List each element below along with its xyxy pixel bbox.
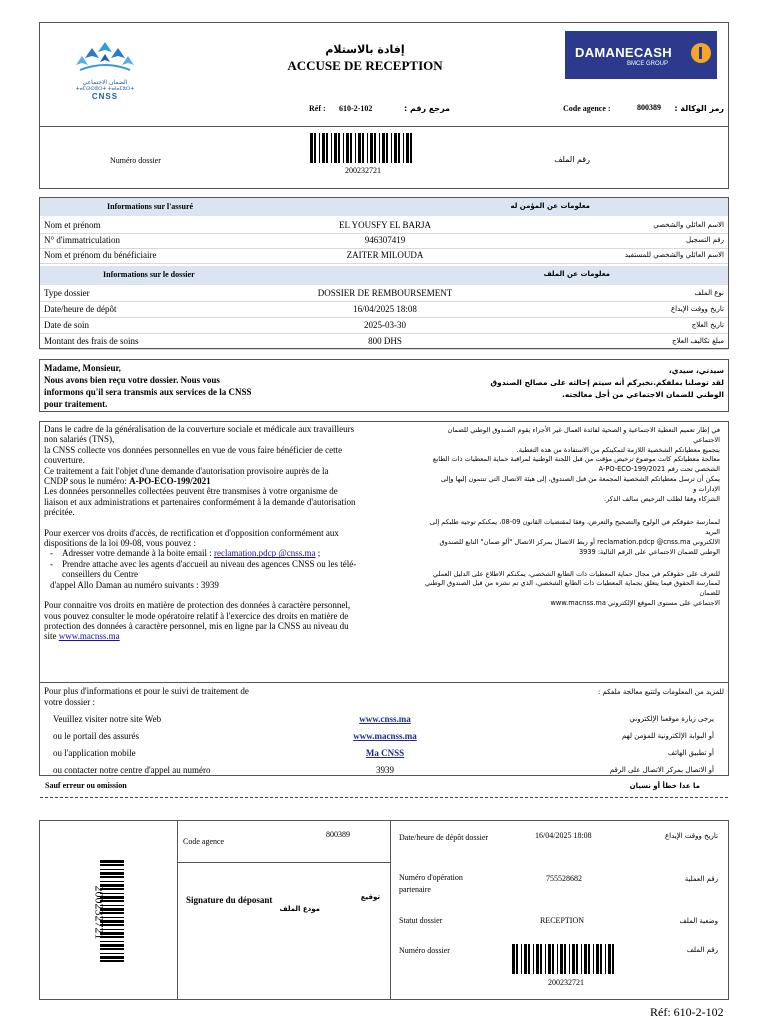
- cndp-number: A-PO-ECO-199/2021: [129, 476, 211, 487]
- ref-value: 610-2-102: [339, 104, 373, 113]
- contact-label: ou l'application mobile: [53, 748, 136, 758]
- dossier-info-header-fr: Informations sur le dossier: [103, 270, 195, 279]
- stub-box: [39, 820, 729, 1000]
- row-label-arabic: نوع الملف: [694, 289, 724, 297]
- cnss-logo: [72, 40, 138, 100]
- contact-label: ou contacter notre centre d'appel au numéro: [53, 765, 211, 775]
- text-line: vous pouvez consulter le mode opératoire relatif à l'exercice des droits en matière de: [44, 610, 349, 621]
- row-label-arabic: تاريخ ووقت الإيداع: [670, 305, 724, 313]
- row-label: Date/heure de dépôt: [44, 304, 117, 314]
- damanecash-sub: BMCE GROUP: [627, 61, 669, 67]
- title-arabic: إفادة بالاستلام: [325, 43, 405, 56]
- legal-bullet-1-prefix: Adresser votre demande à la boite email :: [62, 548, 214, 559]
- contact-label-arabic: أو الاتصال بمركز الاتصال على الرقم: [609, 766, 714, 774]
- row-value: DOSSIER DE REMBOURSEMENT: [317, 288, 453, 298]
- stub-num-label: Numéro dossier: [399, 946, 450, 955]
- footer-note-fr: Sauf erreur ou omission: [45, 781, 127, 790]
- ref-label: Réf :: [309, 104, 326, 113]
- message-ar-line-1: لقد توصلنا بملفكم.نخبركم أنه سيتم إحالته على مصالح الصندوق: [490, 378, 724, 387]
- stub-op-value: 755528682: [546, 874, 582, 883]
- contact-label: ou le portail des assurés: [53, 731, 139, 741]
- stub-num-value: 200232721: [548, 978, 584, 987]
- text-line: liaison et aux administrations et partenaires conformément à la demande d'autorisation: [44, 496, 356, 507]
- message-ar-line-2: الوطني للضمان الاجتماعي من أجل معالجته.: [562, 390, 724, 399]
- stub-op-label-ar: رقم العملية: [684, 875, 718, 883]
- legal-fr: [44, 424, 404, 642]
- stub-statut-label: Statut dossier: [399, 916, 443, 925]
- legal-bullet-1-suffix: ;: [315, 548, 321, 559]
- message-ar-greeting: سيدتي، سيدي،: [668, 366, 724, 375]
- row-value: 16/04/2025 18:08: [353, 304, 417, 314]
- row-label: Nom et prénom: [44, 220, 101, 230]
- barcode-gap: [412, 133, 415, 163]
- text-line: Dans le cadre de la généralisation de la couverture sociale et médicale aux travailleurs: [44, 424, 355, 434]
- stub-statut-value: RECEPTION: [540, 916, 584, 925]
- macnss-site-link[interactable]: www.macnss.ma: [58, 631, 120, 642]
- row-divider: [40, 248, 728, 249]
- legal-bullet-1: - Adresser votre demande à la boite email : reclamation.pdcp @cnss.ma ;: [50, 548, 321, 559]
- text-line: الاجتماعي: [693, 435, 720, 444]
- signature-label: Signature du déposant: [186, 895, 273, 905]
- contact-intro-fr-2: votre dossier :: [44, 697, 95, 707]
- legal-ar-paragraph-2: [400, 518, 720, 557]
- contact-link[interactable]: www.cnss.ma: [359, 714, 411, 724]
- signature-label-ar: توقيع: [360, 893, 380, 901]
- message-line-2: informons qu'il sera transmis aux services de la CNSS: [44, 387, 252, 397]
- text-line: لممارسة الحقوق فيما يتعلق بحماية المعطيات ذات الطابع الشخصي، الذي تم نشره من قبل الصندوق الوطني: [424, 579, 720, 588]
- damanecash-logo: [565, 31, 717, 79]
- stub-date-label: Date/heure de dépôt dossier: [399, 833, 489, 842]
- text-line: البريد: [705, 528, 720, 537]
- text-line: للضمان: [699, 589, 720, 598]
- message-ar: [440, 365, 724, 401]
- contact-label: Veuillez visiter notre site Web: [53, 714, 162, 724]
- message-fr: [44, 362, 304, 410]
- agency-label-arabic: رمز الوكالة :: [674, 104, 724, 113]
- signature-label-ar-2: مودع الملف: [279, 905, 320, 913]
- row-label: Date de soin: [44, 320, 89, 330]
- legal-ar-paragraph-1: [400, 426, 720, 504]
- text-line: الشخصي تحت رقم A-PO-ECO-199/2021: [598, 465, 720, 474]
- contact-value: 3939: [376, 765, 394, 775]
- dossier-info-header-ar: معلومات عن الملف: [543, 270, 610, 278]
- text-line: Pour exercer vos droits d'accès, de rectification et d'opposition conformément aux: [44, 527, 339, 538]
- row-value: EL YOUSFY EL BARJA: [339, 220, 431, 230]
- contact-intro-fr-1: Pour plus d'informations et pour le suivi de traitement de: [44, 686, 249, 696]
- text-line: Les données personnelles collectées peuvent être transmises à votre organisme de: [44, 486, 338, 497]
- row-divider: [40, 349, 728, 350]
- stub-divider-1: [177, 820, 178, 1000]
- bottom-ref: Réf: 610-2-102: [650, 1005, 724, 1019]
- footer-note-ar: ما عدا خطأ أو نسيان: [629, 782, 700, 790]
- legal-ar: [400, 426, 720, 609]
- stub-code-agence-value: 800389: [326, 830, 350, 839]
- legal-site-line: [44, 631, 404, 641]
- row-label-arabic: مبلغ تكاليف العلاج: [672, 337, 724, 345]
- barcode-gap: [100, 962, 124, 965]
- barcode-gap: [614, 944, 617, 974]
- text-line: يمكن أن ترسل معطياتكم الشخصية المجمعة من قبل الصندوق، إلى هيئة الاتصال التي تنتمون إليها وإلى: [440, 474, 720, 483]
- row-divider: [40, 317, 728, 318]
- assure-header-ar: معلومات عن المؤمن له: [510, 202, 590, 210]
- text-line: في إطار تعميم التغطية الاجتماعية و الصحية لفائدة العمال غير الأجراء يقوم الصندوق الوطني للضمان: [447, 426, 720, 434]
- contact-label-arabic: أو تطبيق الهاتف: [667, 749, 714, 757]
- row-divider: [40, 263, 728, 264]
- cnss-logo-arabic: الضمان الاجتماعي: [82, 79, 128, 86]
- stub-divider-2: [390, 820, 391, 1000]
- row-value: 800 DHS: [368, 336, 402, 346]
- legal-bullet-2: - Prendre attache avec les agents d'accueil au niveau des agences CNSS ou les télé-: [50, 558, 357, 569]
- row-value: ZAITER MILOUDA: [346, 250, 424, 260]
- legal-p2-line-2: [44, 476, 404, 486]
- legal-bullet-2-line-2: conseillers du Centre: [62, 569, 138, 580]
- legal-ar-paragraph-3: [400, 570, 720, 609]
- stub-statut-label-ar: وضعية الملف: [679, 917, 718, 925]
- text-line: couverture.: [44, 455, 85, 466]
- damanecash-coin-mark: [699, 47, 702, 59]
- stub-hline-1: [177, 862, 390, 863]
- contact-label-arabic: يرجى زيارة موقعنا الإلكتروني: [629, 715, 714, 723]
- reclamation-email-link[interactable]: reclamation.pdcp @cnss.ma: [213, 548, 316, 559]
- row-label: Nom et prénom du bénéficiaire: [44, 250, 157, 260]
- dossier-label: Numéro dossier: [110, 156, 161, 165]
- text-line: للتعرف على حقوقكم في مجال حماية المعطيات ذات الطابع الشخصي، يمكنكم الاطلاع على الدليل العملي: [432, 569, 720, 578]
- ref-label-arabic: مرجع رقم :: [403, 104, 450, 113]
- contact-label-arabic: أو البوابة الإلكترونية للمؤمن لهم: [622, 732, 714, 740]
- message-line-1: Nous avons bien reçu votre dossier. Nous vous: [44, 375, 220, 385]
- legal-paragraph-5: [44, 600, 404, 631]
- contact-intro-ar: للمزيد من المعلومات ولتتبع معالجة ملفكم :: [597, 688, 724, 696]
- contact-link[interactable]: www.macnss.ma: [353, 731, 417, 741]
- cnss-logo-text: CNSS: [91, 92, 119, 101]
- legal-p2-prefix: CNDP sous le numéro:: [44, 476, 130, 487]
- text-line: la CNSS collecte vos données personnelles en vue de vous faire bénéficier de cette: [44, 444, 343, 455]
- dossier-number: 200232721: [345, 166, 381, 175]
- row-label-arabic: الاسم العائلي والشخصي للمستفيد: [624, 251, 724, 259]
- text-line: الإدارات و: [693, 484, 720, 493]
- text-line: لممارسة حقوقكم في الولوج والتصحيح والتعرض، وفقا لمقتضيات القانون 09-08، يمكنكم توجيه طلبكم إلى: [429, 518, 720, 527]
- agency-label: Code agence :: [563, 104, 611, 113]
- legal-paragraph-1: [44, 424, 404, 466]
- row-label: N° d'immatriculation: [44, 235, 120, 245]
- message-line-3: pour traitement.: [44, 399, 108, 409]
- stub-barcode-number: 200232721: [92, 885, 107, 940]
- message-greeting: Madame, Monsieur,: [44, 363, 121, 373]
- text-line: الشركاء وفقا لطلب الترخيص سالف الذكر.: [603, 494, 720, 503]
- dossier-barcode: [310, 133, 420, 163]
- agency-value: 800389: [637, 103, 661, 112]
- stub-date-label-ar: تاريخ ووقت الإيداع: [664, 832, 718, 840]
- legal-p2-line-1: Ce traitement a fait l'objet d'une demande d'autorisation provisoire auprès de la: [44, 465, 329, 476]
- text-line: الالكتروني reclamation.pdcp @cnss.ma أو ربط الاتصال بمركز الاتصال "ألو ضمان" التابع للصندوق: [439, 537, 720, 546]
- dossier-label-arabic: رقم الملف: [554, 155, 590, 164]
- legal-paragraph-4: [44, 528, 404, 549]
- text-line: dispositions de la loi 09-08, vous pouvez :: [44, 538, 196, 549]
- page-title: ACCUSE DE RECEPTION: [287, 58, 443, 73]
- row-divider: [40, 301, 728, 302]
- row-divider: [40, 233, 728, 234]
- text-line: بتجميع معطياتكم الشخصية اللازمة لتمكينكم من الاستفادة من هذه التغطية.: [516, 445, 720, 454]
- row-label-arabic: تاريخ العلاج: [691, 321, 724, 329]
- row-value: 2025-03-30: [364, 320, 406, 330]
- text-line: معالجة معطياتكم كانت موضوع ترخيص مؤقت من قبل اللجنة الوطنية لمراقبة حماية المعطيات ذات الطابع: [432, 455, 720, 464]
- row-label-arabic: الاسم العائلي والشخصي: [653, 221, 724, 229]
- stub-code-agence-label: Code agence: [183, 837, 225, 846]
- contact-box: [39, 683, 729, 776]
- row-divider: [40, 333, 728, 334]
- stub-dossier-barcode: [512, 944, 624, 974]
- text-line: précitée.: [44, 507, 75, 518]
- legal-bullet-2-line-3: d'appel Allo Daman au numéro suivants : 3939: [50, 579, 219, 590]
- text-line: الوطني للضمان الاجتماعي على الرقم التالية: 3939: [578, 547, 720, 556]
- damanecash-name: DAMANECASH: [575, 45, 672, 60]
- contact-link[interactable]: Ma CNSS: [365, 748, 405, 758]
- text-line: الاجتماعي على مستوى الموقع الإلكتروني www.macnss.ma: [550, 598, 720, 607]
- cnss-logo-icon: [72, 40, 138, 74]
- legal-bullet-2-line-1: Prendre attache avec les agents d'accueil au niveau des agences CNSS ou les télé-: [62, 558, 357, 569]
- legal-paragraph-3: [44, 486, 404, 517]
- stub-op-label: Numéro d'opération partenaire: [399, 873, 463, 894]
- stub-date-value: 16/04/2025 18:08: [535, 831, 592, 840]
- stub-num-label-ar: رقم الملف: [686, 946, 718, 954]
- cut-line: [40, 797, 728, 798]
- text-line: Pour connaitre vos droits en matière de protection des données à caractère personnel,: [44, 600, 351, 611]
- row-label-arabic: رقم التسجيل: [686, 236, 724, 244]
- row-value: 946307419: [364, 235, 406, 245]
- text-line: non salariés (TNS),: [44, 434, 115, 445]
- row-label: Montant des frais de soins: [44, 336, 139, 346]
- text-line: protection des données à caractère personnel, mis en ligne par la CNSS au niveau du: [44, 620, 349, 631]
- row-label: Type dossier: [44, 288, 90, 298]
- cnss-logo-tifinagh: ⵜⴰⵎⵙⵙⵓⵔⵜ ⵜⴰⵏⴰⵎⵓⵔⵜ: [75, 86, 135, 92]
- assure-header-fr: Informations sur l'assuré: [107, 202, 194, 211]
- legal-site-prefix: site: [44, 631, 59, 642]
